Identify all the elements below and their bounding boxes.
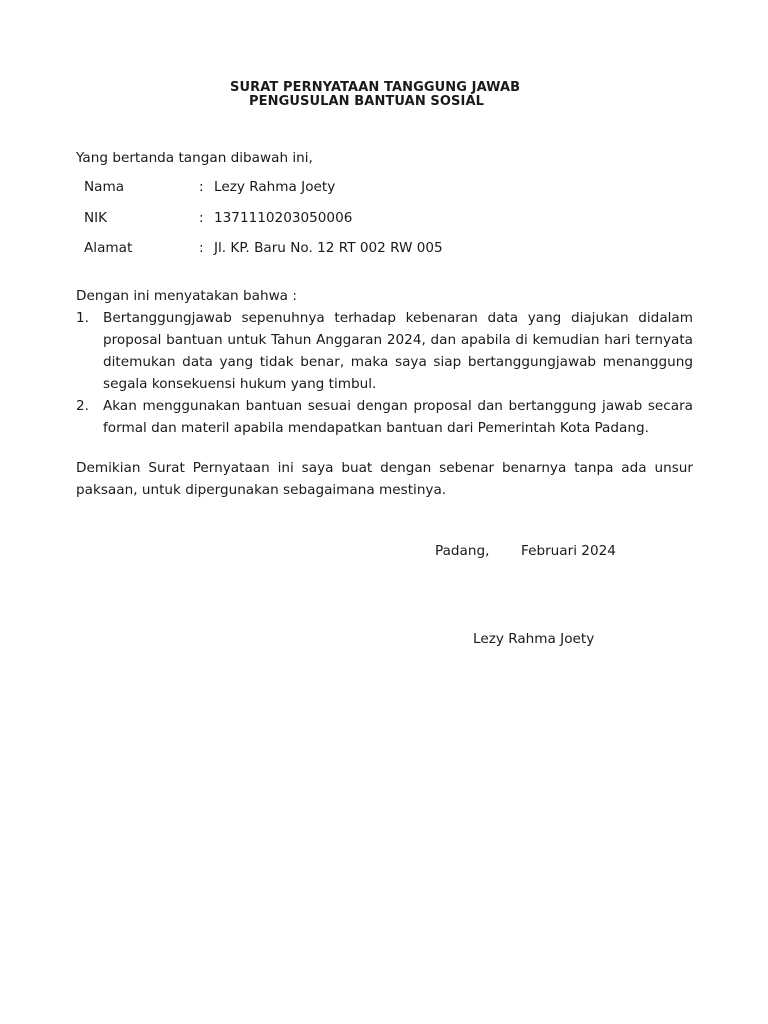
statement-text: Bertanggungjawab sepenuhnya terhadap kebenaran data yang diajukan didalam proposal bantuan untuk Tahun Anggaran 2024, dan apabila di kemudian hari ternyata ditemukan data yang tidak benar, maka saya siap bertanggungjawab menanggung segala konsekuensi hukum yang timbul. [103, 310, 693, 392]
signer-name: Lezy Rahma Joety [473, 631, 595, 647]
document-title-line2: PENGUSULAN BANTUAN SOSIAL [249, 94, 484, 109]
field-label: Alamat [84, 240, 133, 256]
field-colon: : [199, 240, 204, 256]
field-value-nama: Lezy Rahma Joety [214, 179, 336, 195]
field-label: Nama [84, 179, 125, 195]
opening-sentence: Yang bertanda tangan dibawah ini, [76, 150, 313, 166]
place-text: Padang, [435, 543, 490, 559]
document-title-line1: SURAT PERNYATAAN TANGGUNG JAWAB [230, 80, 521, 95]
field-label: NIK [84, 210, 108, 226]
date-text: Februari 2024 [521, 543, 616, 559]
statement-item-1 [76, 307, 693, 395]
field-value-nik: 1371110203050006 [214, 210, 353, 226]
field-colon: : [199, 179, 204, 195]
statement-number: 2. [76, 398, 89, 414]
statement-text: Akan menggunakan bantuan sesuai dengan proposal dan bertanggung jawab secara formal dan materil apabila mendapatkan bantuan dari Pemerintah Kota Padang. [103, 398, 693, 436]
statement-item-2 [76, 395, 693, 439]
statement-list [76, 307, 693, 439]
field-value-alamat: Jl. KP. Baru No. 12 RT 002 RW 005 [214, 240, 443, 256]
closing-paragraph: Demikian Surat Pernyataan ini saya buat dengan sebenar benarnya tanpa ada unsur paksaan, untuk dipergunakan sebagaimana mestinya. [76, 460, 693, 498]
statement-number: 1. [76, 310, 89, 326]
field-colon: : [199, 210, 204, 226]
statement-intro: Dengan ini menyatakan bahwa : [76, 288, 297, 304]
